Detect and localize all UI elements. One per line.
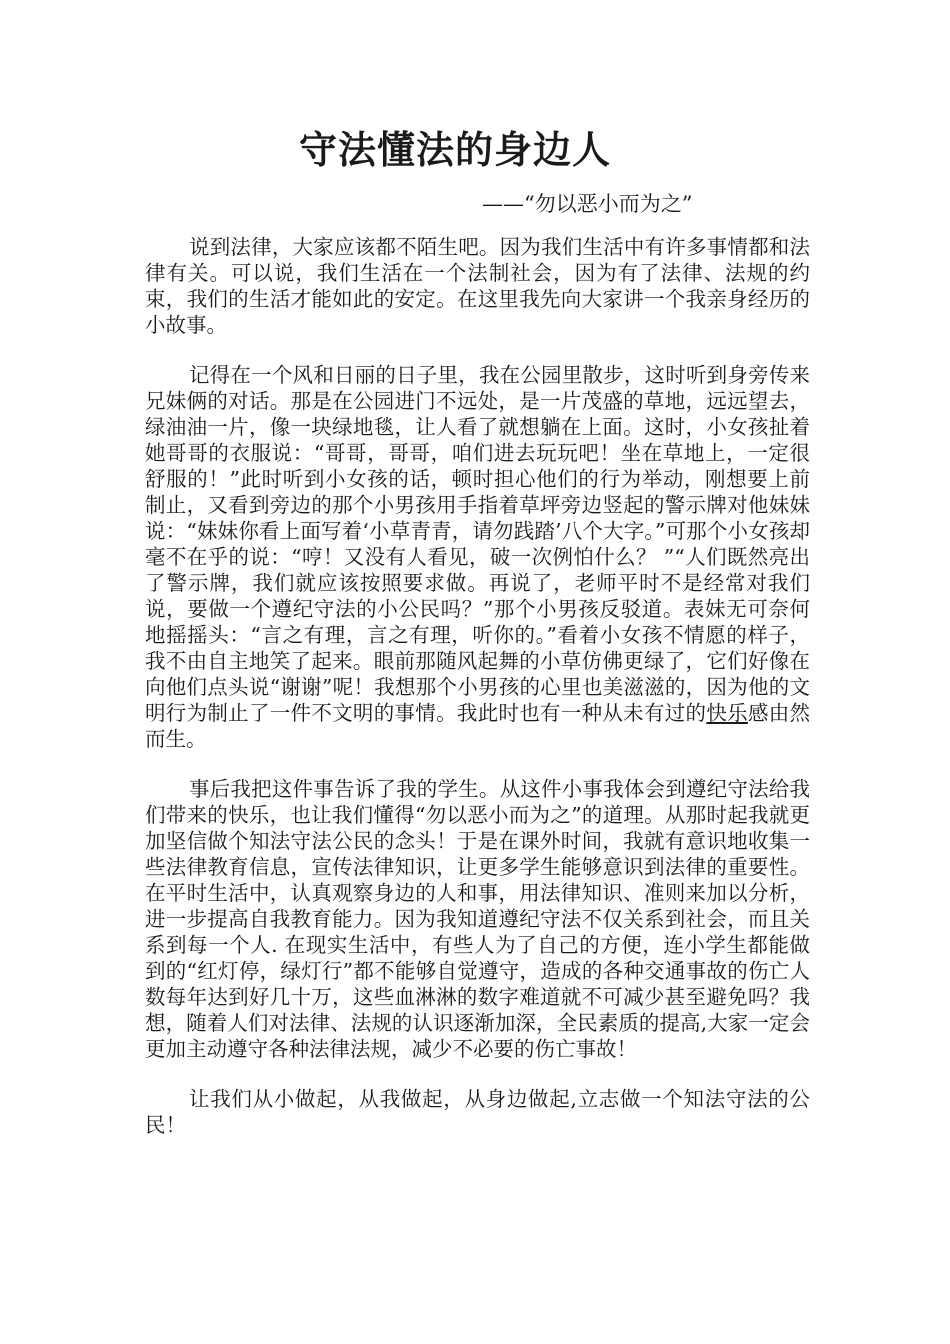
- underlined-word: 快乐: [706, 701, 748, 725]
- paragraph-2-text-before: 记得在一个风和日丽的日子里，我在公园里散步，这时听到身旁传来兄妹俩的对话。那是在公园进门不远处，是一片茂盛的草地，远远望去，绿油油一片，像一块绿地毯，让人看了就想躺在上面。这时，小女孩扯着她哥哥的衣服说：“哥哥，哥哥，咱们进去玩玩吧！坐在草地上，一定很舒服的！”此时听到小女孩的话，顿时担心他们的行为举动，刚想要上前制止，又看到旁边的那个小男孩用手指着草坪旁边竖起的警示牌对他妹妹说：“妹妹你看上面写着‘小草青青，请勿践踏’八个大字。”可那个小女孩却毫不在乎的说：“哼！又没有人看见，破一次例怕什么？ ”“人们既然亮出了警示牌，我们就应该按照要求做。再说了，老师平时不是经常对我们说，要做一个遵纪守法的小公民吗？”那个小男孩反驳道。表妹无可奈何地摇摇头：“言之有理，言之有理，听你的。”看着小女孩不情愿的样子，我不由自主地笑了起来。眼前那随风起舞的小草仿佛更绿了，它们好像在向他们点头说“谢谢”呢！我想那个小男孩的心里也美滋滋的，因为他的文明行为制止了一件不文明的事情。我此时也有一种从未有过的: [145, 363, 810, 725]
- document-body: [145, 234, 810, 1162]
- page-title: 守法懂法的身边人: [298, 127, 611, 172]
- page-subtitle: ——“勿以恶小而为之”: [482, 192, 693, 216]
- paragraph-3: 事后我把这件事告诉了我的学生。从这件小事我体会到遵纪守法给我们带来的快乐，也让我们懂得“勿以恶小而为之”的道理。从那时起我就更加坚信做个知法守法公民的念头！于是在课外时间，我就有意识地收集一些法律教育信息，宣传法律知识，让更多学生能够意识到法律的重要性。在平时生活中，认真观察身边的人和事，用法律知识、准则来加以分析，进一步提高自我教育能力。因为我知道遵纪守法不仅关系到社会，而且关系到每一个人. 在现实生活中，有些人为了自己的方便，连小学生都能做到的“红灯停，绿灯行”都不能够自觉遵守，造成的各种交通事故的伤亡人数每年达到好几十万，这些血淋淋的数字难道就不可减少甚至避免吗？我想，随着人们对法律、法规的认识逐渐加深，全民素质的提高,大家一定会更加主动遵守各种法律法规，减少不必要的伤亡事故！: [145, 777, 810, 1061]
- paragraph-4: 让我们从小做起，从我做起，从身边做起,立志做一个知法守法的公民！: [145, 1087, 810, 1137]
- paragraph-1: 说到法律，大家应该都不陌生吧。因为我们生活中有许多事情都和法律有关。可以说，我们生活在一个法制社会，因为有了法律、法规的约束，我们的生活才能如此的安定。在这里我先向大家讲一个我亲身经历的小故事。: [145, 235, 810, 337]
- paragraph-2-text-after: 感由然而生。: [145, 701, 811, 751]
- paragraph-2: [145, 362, 810, 752]
